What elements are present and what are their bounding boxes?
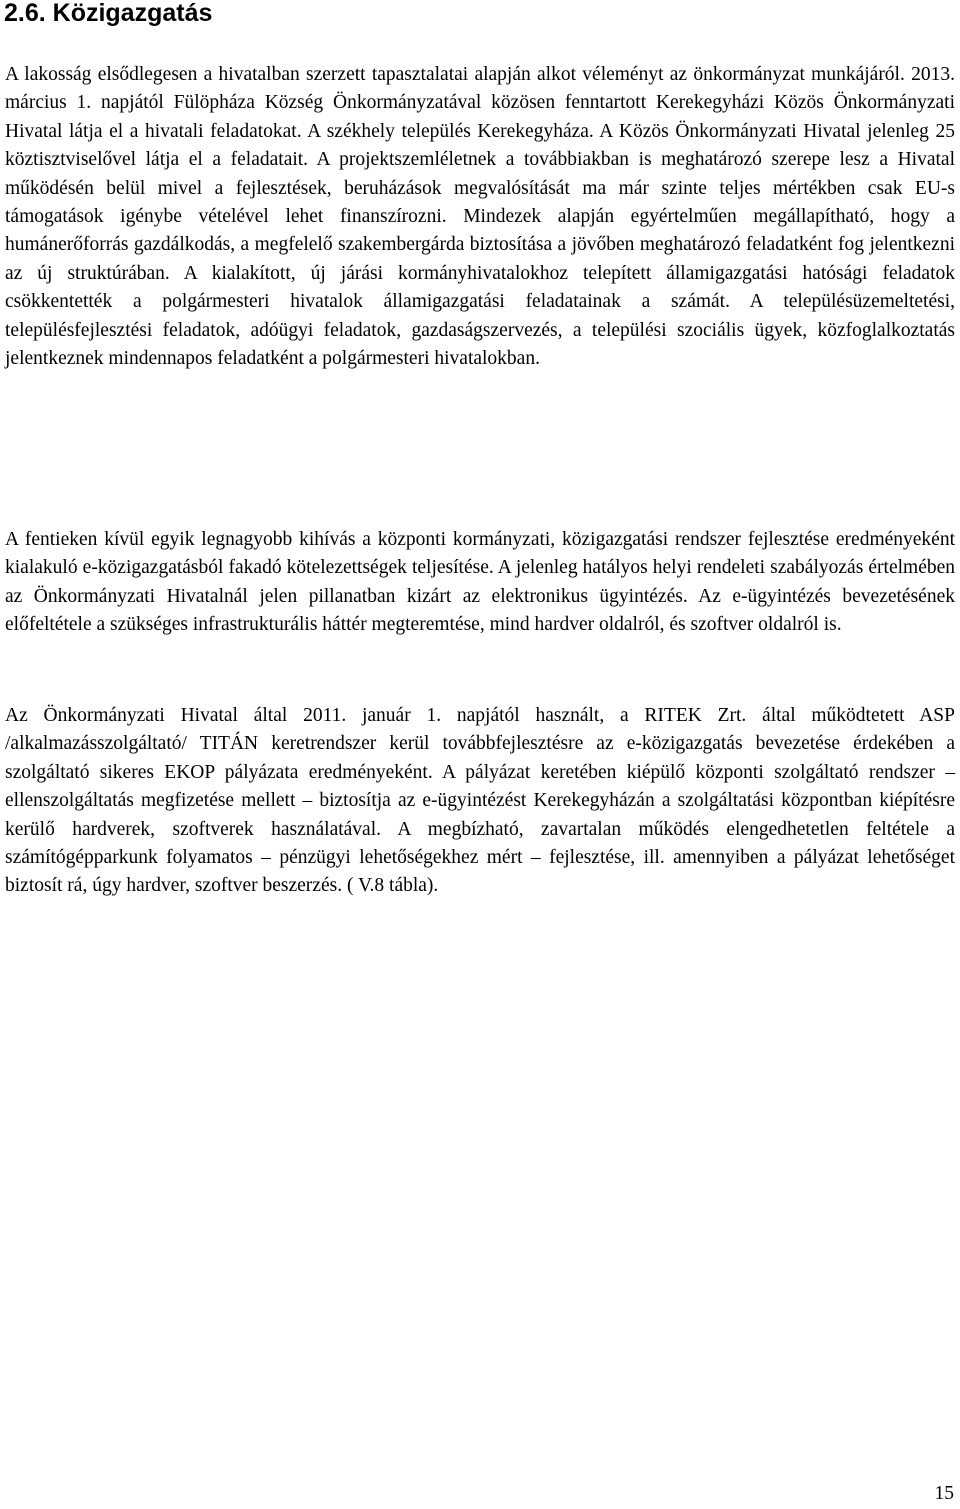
- paragraph-intro: A lakosság elsődlegesen a hivatalban szerzett tapasztalatai alapján alkot véleményt az önkormányzat munkájáról. 2013. március 1. napjától Fülöpháza Község Önkormányzatával közösen fenntartott Kerekegyházi Közös Önkormányzati Hivatal látja el a hivatali feladatokat. A székhely település Kerekegyháza. A Közös Önkormányzati Hivatal jelenleg 25 köztisztviselővel látja el a feladatait. A projektszemléletnek a továbbiakban is meghatározó szerepe lesz a Hivatal működésén belül mivel a fejlesztések, beruházások megvalósítását ma már szinte teljes mértékben csak EU-s támogatások igénybe vételével lehet finanszírozni. Mindezek alapján egyértelműen megállapítható, hogy a humánerőforrás gazdálkodás, a megfelelő szakembergárda biztosítása a jövőben meghatározó feladatként fog jelentkezni az új struktúrában. A kialakított, új járási kormányhivatalokhoz telepített államigazgatási hatósági feladatok csökkentették a polgármesteri hivatalok államigazgatási feladatainak a számát. A településüzemeltetési, településfejlesztési feladatok, adóügyi feladatok, gazdaságszervezés, a települési szociális ügyek, közfoglalkoztatás jelentkeznek mindennapos feladatként a polgármesteri hivatalokban.: [5, 64, 955, 370]
- paragraph-asp-system: Az Önkormányzati Hivatal által 2011. január 1. napjától használt, a RITEK Zrt. által működtetett ASP /alkalmazásszolgáltató/ TITÁN keretrendszer kerül továbbfejlesztésre az e-közigazgatás bevezetése érdekében a szolgáltató sikeres EKOP pályázata eredményeként. A pályázat keretében kiépülő központi szolgáltató rendszer – ellenszolgáltatás megfizetése mellett – biztosítja az e-ügyintézést Kerekegyházán a szolgáltatási központban kiépítésre kerülő hardverek, szoftverek használatával. A megbízható, zavartalan működés elengedhetetlen feltétele a számítógépparkunk folyamatos – pénzügyi lehetőségekhez mért – fejlesztése, ill. amennyiben a pályázat lehetőséget biztosít rá, úgy hardver, szoftver beszerzés. ( V.8 tábla).: [5, 705, 955, 897]
- paragraph-e-government: A fentieken kívül egyik legnagyobb kihívás a központi kormányzati, közigazgatási rendszer fejlesztése eredményeként kialakuló e-közigazgatásból fakadó kötelezettségek teljesítése. A jelenleg hatályos helyi rendeleti szabályozás értelmében az Önkormányzati Hivatalnál jelen pillanatban kizárt az elektronikus ügyintézés. Az e-ügyintézés bevezetésének előfeltétele a szükséges infrastrukturális háttér megteremtése, mind hardver oldalról, és szoftver oldalról is.: [5, 529, 955, 636]
- section-heading: 2.6. Közigazgatás: [4, 0, 213, 27]
- page-number: 15: [934, 1483, 954, 1504]
